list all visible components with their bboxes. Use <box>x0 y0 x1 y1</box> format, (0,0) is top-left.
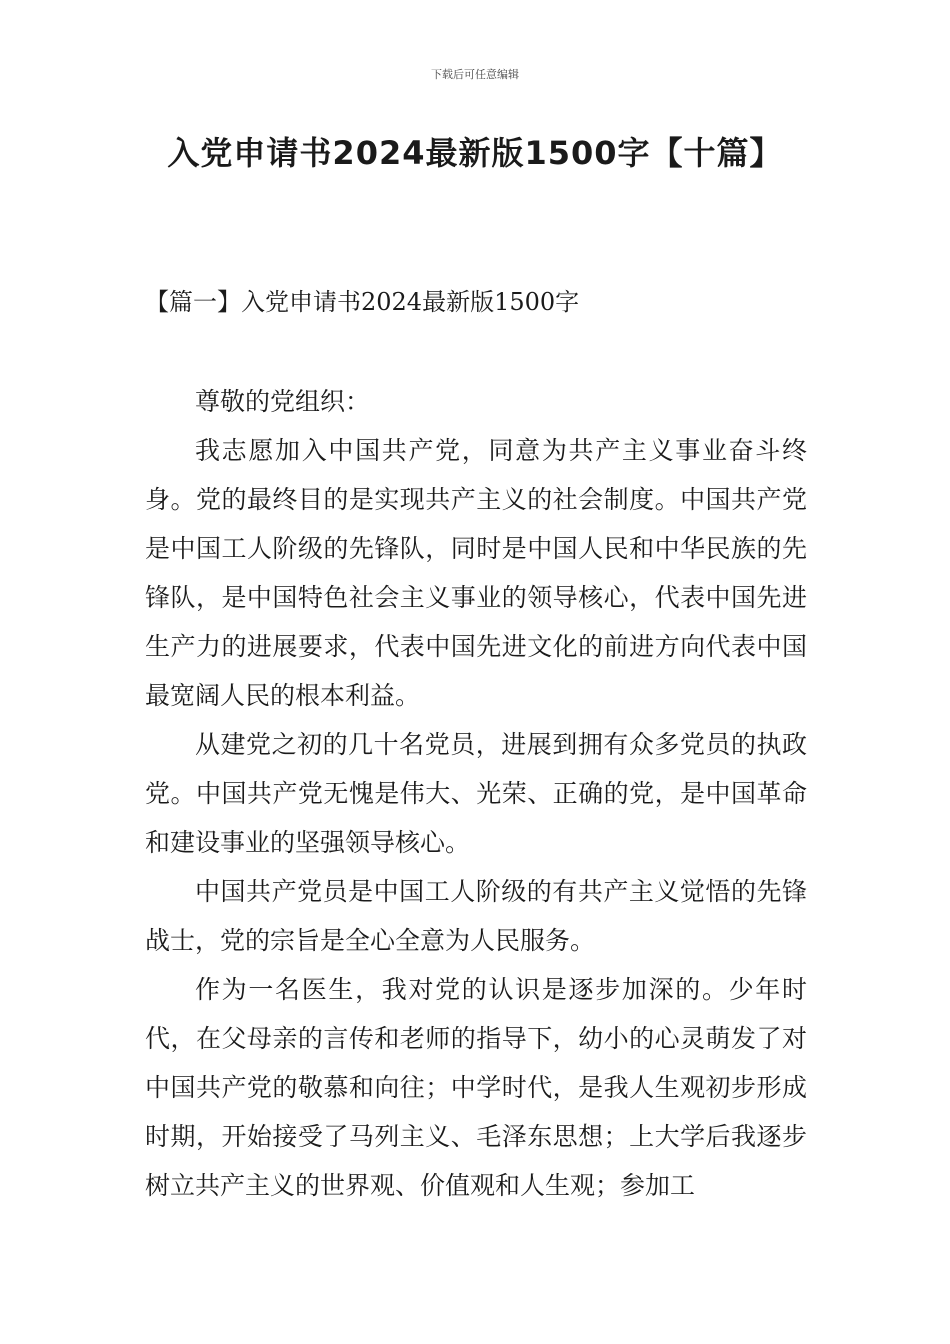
document-title: 入党申请书2024最新版1500字【十篇】 <box>167 134 783 172</box>
section-heading: 【篇一】入党申请书2024最新版1500字 <box>145 288 580 316</box>
header-note: 下载后可任意编辑 <box>431 68 519 81</box>
paragraph: 我志愿加入中国共产党，同意为共产主义事业奋斗终身。党的最终目的是实现共产主义的社会制度。中国共产党是中国工人阶级的先锋队，同时是中国人民和中华民族的先锋队，是中国特色社会主义事业的领导核心，代表中国先进生产力的进展要求，代表中国先进文化的前进方向代表中国最宽阔人民的根本利益。 <box>145 436 807 710</box>
paragraph: 中国共产党员是中国工人阶级的有共产主义觉悟的先锋战士，党的宗旨是全心全意为人民服务。 <box>145 877 807 955</box>
paragraph: 从建党之初的几十名党员，进展到拥有众多党员的执政党。中国共产党无愧是伟大、光荣、正确的党，是中国革命和建设事业的坚强领导核心。 <box>145 730 807 857</box>
letter-body <box>145 377 807 1210</box>
paragraph: 作为一名医生，我对党的认识是逐步加深的。少年时代，在父母亲的言传和老师的指导下，幼小的心灵萌发了对中国共产党的敬慕和向往；中学时代，是我人生观初步形成时期，开始接受了马列主义、毛泽东思想；上大学后我逐步树立共产主义的世界观、价值观和人生观；参加工 <box>145 975 807 1200</box>
salutation: 尊敬的党组织： <box>195 387 371 416</box>
